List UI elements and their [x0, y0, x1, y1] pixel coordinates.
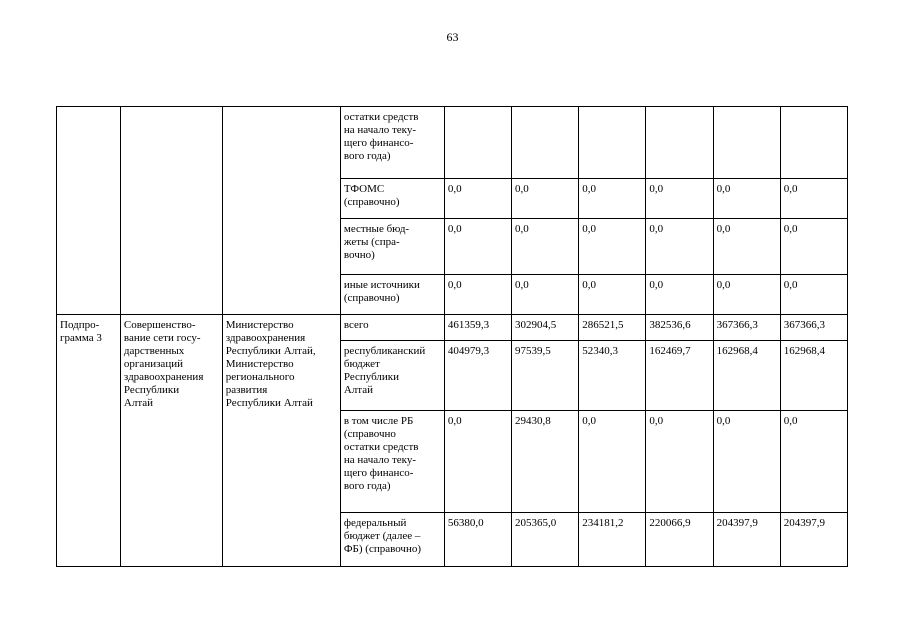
value-cell: 0,0 — [713, 275, 780, 315]
value-cell: 461359,3 — [444, 315, 511, 341]
value-cell — [444, 107, 511, 179]
value-cell — [512, 107, 579, 179]
value-cell: 234181,2 — [579, 513, 646, 567]
value-cell: 0,0 — [579, 219, 646, 275]
value-cell: 204397,9 — [780, 513, 847, 567]
value-cell: 0,0 — [512, 275, 579, 315]
value-cell: 162968,4 — [713, 341, 780, 411]
value-cell: 0,0 — [780, 219, 847, 275]
executor-cell: Министерство здравоохранения Республики Алтай, Министерство регионального развития Республики Алтай — [222, 315, 340, 567]
value-cell: 0,0 — [579, 411, 646, 513]
value-cell: 0,0 — [579, 179, 646, 219]
value-cell: 0,0 — [713, 179, 780, 219]
value-cell: 0,0 — [713, 411, 780, 513]
funding-table — [56, 106, 848, 567]
value-cell: 0,0 — [646, 275, 713, 315]
value-cell: 0,0 — [444, 275, 511, 315]
value-cell: 367366,3 — [713, 315, 780, 341]
value-cell: 0,0 — [780, 179, 847, 219]
value-cell — [646, 107, 713, 179]
value-cell: 162469,7 — [646, 341, 713, 411]
table-row — [57, 107, 848, 179]
value-cell: 0,0 — [444, 411, 511, 513]
source-cell: остатки средств на начало теку- щего финансо- вого года) — [340, 107, 444, 179]
table-row — [57, 315, 848, 341]
value-cell: 367366,3 — [780, 315, 847, 341]
source-cell: местные бюд- жеты (спра- вочно) — [340, 219, 444, 275]
page-number: 63 — [446, 30, 459, 44]
source-cell: ТФОМС (справочно) — [340, 179, 444, 219]
program-name-cell: Совершенство- вание сети госу- дарственных организаций здравоохранения Республики Алтай — [120, 315, 222, 567]
source-cell: всего — [340, 315, 444, 341]
value-cell: 0,0 — [713, 219, 780, 275]
value-cell: 0,0 — [512, 219, 579, 275]
value-cell: 0,0 — [444, 219, 511, 275]
program-code-cell — [57, 107, 121, 315]
executor-cell — [222, 107, 340, 315]
value-cell: 205365,0 — [512, 513, 579, 567]
value-cell — [713, 107, 780, 179]
value-cell: 204397,9 — [713, 513, 780, 567]
source-cell: в том числе РБ (справочно остатки средств на начало теку- щего финансо- вого года) — [340, 411, 444, 513]
value-cell: 97539,5 — [512, 341, 579, 411]
value-cell: 404979,3 — [444, 341, 511, 411]
value-cell: 29430,8 — [512, 411, 579, 513]
value-cell: 286521,5 — [579, 315, 646, 341]
value-cell: 0,0 — [780, 275, 847, 315]
value-cell: 0,0 — [579, 275, 646, 315]
value-cell: 0,0 — [512, 179, 579, 219]
source-cell: иные источники (справочно) — [340, 275, 444, 315]
value-cell — [780, 107, 847, 179]
value-cell: 0,0 — [646, 411, 713, 513]
value-cell: 0,0 — [646, 219, 713, 275]
program-code-cell: Подпро- грамма 3 — [57, 315, 121, 567]
value-cell: 162968,4 — [780, 341, 847, 411]
source-cell: республиканский бюджет Республики Алтай — [340, 341, 444, 411]
value-cell — [579, 107, 646, 179]
value-cell: 0,0 — [646, 179, 713, 219]
value-cell: 0,0 — [444, 179, 511, 219]
value-cell: 302904,5 — [512, 315, 579, 341]
value-cell: 56380,0 — [444, 513, 511, 567]
program-name-cell — [120, 107, 222, 315]
value-cell: 0,0 — [780, 411, 847, 513]
value-cell: 220066,9 — [646, 513, 713, 567]
value-cell: 382536,6 — [646, 315, 713, 341]
value-cell: 52340,3 — [579, 341, 646, 411]
source-cell: федеральный бюджет (далее – ФБ) (справочно) — [340, 513, 444, 567]
